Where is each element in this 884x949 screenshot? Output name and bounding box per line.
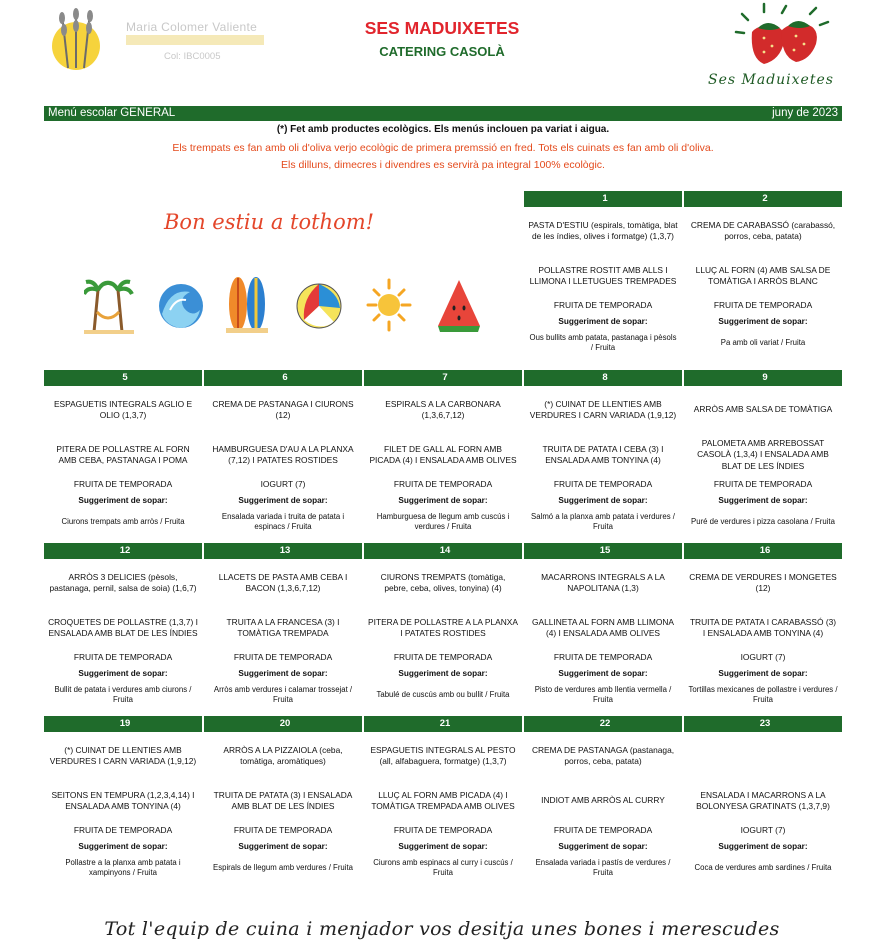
dinner-suggestion-label: Suggeriment de sopar: [718,842,808,852]
right-logo [704,2,854,97]
dinner-suggestion: Tortillas mexicanes de pollastre i verdures / Fruita [688,684,838,704]
dinner-suggestion-label: Suggeriment de sopar: [718,496,808,506]
day-number: 15 [524,543,682,559]
dinner-suggestion: Bullit de patata i verdures amb ciurons / Fruita [54,684,192,704]
day-number: 16 [684,543,842,559]
dessert: IOGURT (7) [740,652,786,663]
dish-second: TRUITA DE PATATA (3) I ENSALADA AMB BLAT DE LES ÍNDIES [213,789,353,811]
dessert: FRUITA DE TEMPORADA [553,652,653,663]
dessert: FRUITA DE TEMPORADA [73,479,173,490]
day-cell [204,716,362,886]
day-cell [364,716,522,886]
day-number: 6 [204,370,362,386]
dinner-suggestion-label: Suggeriment de sopar: [718,669,808,679]
day-cell [204,370,362,540]
dish-first [684,734,842,778]
dish-first: MACARRONS INTEGRALS A LA NAPOLITANA (1,3) [541,571,665,593]
dinner-suggestion-label: Suggeriment de sopar: [78,669,168,679]
dish-second: POLLASTRE ROSTIT AMB ALLS I LLIMONA I LLETUGUES TREMPADES [529,264,677,286]
dish-first: PASTA D'ESTIU (espirals, tomàtiga, blat de les índies, olives i formatge) (1,3,7) [528,219,678,241]
dish-first: ARRÒS 3 DELICIES (pèsols, pastanaga, pernil, salsa de soia) (1,6,7) [49,571,197,593]
dessert: FRUITA DE TEMPORADA [713,300,813,311]
dessert: FRUITA DE TEMPORADA [73,652,173,663]
day-number: 5 [44,370,202,386]
dessert: IOGURT (7) [260,479,306,490]
dessert: FRUITA DE TEMPORADA [233,825,333,836]
strawberries-icon [724,2,844,70]
day-cell [204,543,362,713]
dinner-suggestion: Arròs amb verdures i calamar trossejat / Fruita [213,684,353,704]
dinner-suggestion-label: Suggeriment de sopar: [238,842,328,852]
dinner-suggestion-label: Suggeriment de sopar: [558,317,648,327]
header [0,0,884,104]
dinner-suggestion: Puré de verdures i pizza casolana / Fruita [691,516,835,526]
dinner-suggestion: Ensalada variada i truita de patata i espinacs / Fruita [221,511,345,531]
dinner-suggestion: Coca de verdures amb sardines / Fruita [694,862,832,872]
palm-hammock-icon [84,274,134,334]
dinner-suggestion-label: Suggeriment de sopar: [558,842,648,852]
dish-second: ENSALADA I MACARRONS A LA BOLONYESA GRATINATS (1,3,7,9) [696,789,830,811]
day-number: 8 [524,370,682,386]
dish-second: FILET DE GALL AL FORN AMB PICADA (4) I ENSALADA AMB OLIVES [369,443,517,465]
left-logo-name: Maria Colomer Valiente [126,20,258,34]
footer-message: Tot l'equip de cuina i menjador vos desitja unes bones i merescudes [104,918,780,940]
dessert: FRUITA DE TEMPORADA [553,300,653,311]
dessert: FRUITA DE TEMPORADA [233,652,333,663]
dinner-suggestion: Pa amb oli variat / Fruita [720,337,806,347]
dish-first: ESPAGUETIS INTEGRALS AGLIO E OLIO (1,3,7) [53,398,193,420]
dinner-suggestion: Ous bullits amb patata, pastanaga i pèsols / Fruita [529,332,677,352]
surfboards-icon [222,274,272,334]
day-number: 1 [524,191,682,207]
dinner-suggestion: Pollastre a la planxa amb patata i xampinyons / Fruita [65,857,181,877]
day-cell [44,370,202,540]
dish-first: (*) CUINAT DE LLENTIES AMB VERDURES I CARN VARIADA (1,9,12) [49,744,197,766]
dessert: FRUITA DE TEMPORADA [713,479,813,490]
dish-first: ARRÒS A LA PIZZAIOLA (ceba, tomàtiga, aromàtiques) [223,744,343,766]
dish-second: PITERA DE POLLASTRE A LA PLANXA I PATATES ROSTIDES [368,616,518,638]
day-number: 14 [364,543,522,559]
dish-second: LLUÇ AL FORN (4) AMB SALSA DE TOMÀTIGA I ARRÒS BLANC [695,264,831,286]
dish-first: CREMA DE CARABASSÓ (carabassó, porros, ceba, patata) [690,219,836,241]
dinner-suggestion: Ciurons amb espinacs al curry i cuscús / Fruita [373,857,513,877]
menu-bar [44,106,842,121]
dish-second: TRUITA A LA FRANCESA (3) I TOMÀTIGA TREMPADA [226,616,340,638]
page-title: SES MADUIXETES [364,18,520,38]
dish-first: ESPAGUETIS INTEGRALS AL PESTO (all, alfabaguera, formatge) (1,3,7) [370,744,516,766]
day-number: 22 [524,716,682,732]
dish-first: (*) CUINAT DE LLENTIES AMB VERDURES I CARN VARIADA (1,9,12) [529,398,677,420]
day-cell [684,191,842,361]
dish-second: PALOMETA AMB ARREBOSSAT CASOLÀ (1,3,4) I ENSALADA AMB BLAT DE LES ÍNDIES [697,437,829,471]
watermelon-icon [434,274,484,334]
dish-first: CREMA DE PASTANAGA (pastanaga, porros, ceba, patata) [531,744,675,766]
note-bread: Els dilluns, dimecres i divendres es servirà pa integral 100% ecològic. [281,159,605,171]
dinner-suggestion-label: Suggeriment de sopar: [558,496,648,506]
menu-title: Menú escolar GENERAL [48,107,176,119]
dish-first: CREMA DE PASTANAGA I CIURONS (12) [212,398,354,420]
dinner-suggestion-label: Suggeriment de sopar: [398,842,488,852]
dinner-suggestion-label: Suggeriment de sopar: [238,496,328,506]
beach-ball-icon [294,274,344,334]
dinner-suggestion-label: Suggeriment de sopar: [558,669,648,679]
day-number: 13 [204,543,362,559]
right-logo-text: Ses Maduixetes [708,72,834,88]
dinner-suggestion-label: Suggeriment de sopar: [78,842,168,852]
dinner-suggestion-label: Suggeriment de sopar: [398,496,488,506]
day-number: 23 [684,716,842,732]
dish-second: TRUITA DE PATATA I CARABASSÓ (3) I ENSALADA AMB TONYINA (4) [689,616,837,638]
day-number: 12 [44,543,202,559]
day-cell [524,370,682,540]
dish-first: CIURONS TREMPATS (tomàtiga, pebre, ceba, olives, tonyina) (4) [380,571,506,593]
dish-first: LLACETS DE PASTA AMB CEBA I BACON (1,3,6,7,12) [218,571,348,593]
dinner-suggestion: Tabulé de cuscús amb ou bullit / Fruita [376,689,510,699]
dessert: FRUITA DE TEMPORADA [393,479,493,490]
day-cell [524,543,682,713]
dish-second: INDIOT AMB ARRÒS AL CURRY [541,795,665,806]
day-number: 2 [684,191,842,207]
dessert: FRUITA DE TEMPORADA [553,825,653,836]
dish-second: PITERA DE POLLASTRE AL FORN AMB CEBA, PASTANAGA I POMA [56,443,190,465]
dinner-suggestion: Salmó a la planxa amb patata i verdures / Fruita [531,511,675,531]
wave-icon [156,274,206,334]
dinner-suggestion-label: Suggeriment de sopar: [238,669,328,679]
left-logo-col: Col: IBC0005 [164,51,221,62]
dinner-suggestion: Hamburguesa de llegum amb cuscús i verdures / Fruita [376,511,510,531]
dinner-suggestion: Ciurons trempats amb arròs / Fruita [61,516,185,526]
day-number: 19 [44,716,202,732]
dish-first: ESPIRALS A LA CARBONARA (1,3,6,7,12) [385,398,501,420]
dish-second: HAMBURGUESA D'AU A LA PLANXA (7,12) I PATATES ROSTIDES [212,443,354,465]
day-cell [364,543,522,713]
dessert: IOGURT (7) [740,825,786,836]
summer-icons [84,274,504,342]
day-cell [44,716,202,886]
day-cell [524,716,682,886]
greeting: Bon estiu a tothom! [164,210,375,234]
dessert: FRUITA DE TEMPORADA [553,479,653,490]
dinner-suggestion: Espirals de llegum amb verdures / Fruita [213,862,353,872]
day-cell [524,191,682,361]
dessert: FRUITA DE TEMPORADA [73,825,173,836]
dinner-suggestion: Ensalada variada i pastís de verdures / Fruita [535,857,671,877]
dessert: FRUITA DE TEMPORADA [393,825,493,836]
day-number: 7 [364,370,522,386]
day-number: 20 [204,716,362,732]
day-number: 9 [684,370,842,386]
dish-second: SEITONS EN TEMPURA (1,2,3,4,14) I ENSALADA AMB TONYINA (4) [51,789,195,811]
page-subtitle: CATERING CASOLÀ [379,44,505,59]
dish-second: CROQUETES DE POLLASTRE (1,3,7) I ENSALADA AMB BLAT DE LES ÍNDIES [48,616,198,638]
dish-first: ARRÒS AMB SALSA DE TOMÀTIGA [693,404,833,415]
day-cell [364,370,522,540]
dinner-suggestion-label: Suggeriment de sopar: [718,317,808,327]
menu-month: juny de 2023 [772,107,838,119]
dish-second: LLUÇ AL FORN AMB PICADA (4) I TOMÀTIGA TREMPADA AMB OLIVES [371,789,515,811]
dish-first: CREMA DE VERDURES I MONGETES (12) [689,571,837,593]
dish-second: TRUITA DE PATATA I CEBA (3) I ENSALADA AMB TONYINA (4) [542,443,664,465]
day-cell [684,543,842,713]
note-ecologic: (*) Fet amb productes ecològics. Els menús inclouen pa variat i aigua. [276,124,610,135]
dinner-suggestion-label: Suggeriment de sopar: [398,669,488,679]
dinner-suggestion-label: Suggeriment de sopar: [78,496,168,506]
day-cell [684,370,842,540]
note-oil: Els trempats es fan amb oli d'oliva verjo ecològic de primera premssió en fred. Tots els cuinats es fan amb oli d'oliva. [172,142,714,154]
day-cell [684,716,842,886]
dessert: FRUITA DE TEMPORADA [393,652,493,663]
day-number: 21 [364,716,522,732]
day-cell [44,543,202,713]
sun-icon [364,274,414,334]
dish-second: GALLINETA AL FORN AMB LLIMONA (4) I ENSALADA AMB OLIVES [532,616,674,638]
dinner-suggestion: Pisto de verdures amb llentia vermella / Fruita [534,684,672,704]
